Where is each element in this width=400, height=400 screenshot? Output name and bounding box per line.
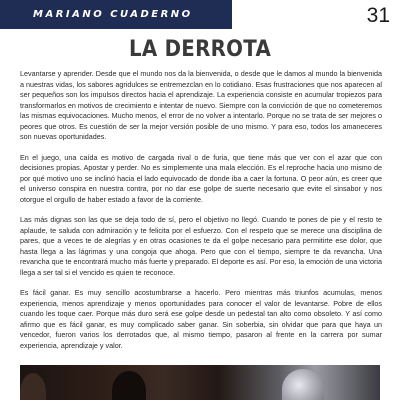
page-number: 31 [366, 4, 390, 27]
section-header-bar [0, 0, 232, 29]
photo-trophy [282, 369, 324, 400]
photo-figure-center [112, 371, 146, 400]
section-title: MARIANO CUADERNO [33, 9, 193, 20]
article-paragraph: Es fácil ganar. Es muy sencillo acostumbrarse a hacerlo. Pero mientras más triunfos acumulas, menos experiencia, menos aprendizaje y menos oportunidades para conocer el valor de levantarse. Pobre de ellos cuando les toque caer. Porque más duro será ese golpe desde un pedestal tan alto como obsoleto. Y así como afirmo que es fácil ganar, es muy complicado saber ganar. Sin soberbia, sin olvidar que para que haya un vencedor, fueron varios los derrotados que, al mismo tiempo, pasaron al frente en la carrera por sumar experiencia, aprendizaje y valor. [20, 288, 382, 350]
photo-figure-left [20, 373, 46, 400]
article-title: LA DERROTA [128, 37, 272, 62]
article-paragraph: En el juego, una caída es motivo de cargada rival o de furia, que tiene más que ver con el azar que con decisiones propias. Apostar y perder. No es simplemente una mala elección. Es el reproche hacia uno mismo de por qué motivo uno se inclinó hacia el lado equivocado de donde iba a caer la fortuna. O peor aún, es creer que el universo conspira en nuestra contra, por no dar ese golpe de suerte necesario que evite el sinsabor y nos otorgue el orgullo de haber estado a favor de la corriente. [20, 152, 382, 204]
article-paragraph: Levantarse y aprender. Desde que el mundo nos da la bienvenida, o desde que le damos al mundo la bienvenida a nuestras vidas, los sabores agridulces se entremezclan en lo cotidiano. Esas frustraciones que nos aparecen al ser pequeños son los impulsos directos hacia el aprendizaje. La experiencia consiste en acumular tropiezos para transformarlos en motivos de crecimiento e intentar de nuevo. Siempre con la convicción de que no cometeremos las mismas equivocaciones. Mucho menos, el error de no volver a intentarlo. Porque no se trata de ser mejores o peores que otros. Es cuestión de ser la mejor versión posible de uno mismo. Y para eso, todos los amaneceres son nuevas oportunidades. [20, 69, 382, 141]
article-photo [20, 365, 380, 400]
article-body [20, 69, 382, 361]
article-paragraph: Las más dignas son las que se deja todo de sí, pero el objetivo no llegó. Cuando te pones de pie y el resto te aplaude, te saluda con admiración y te felicita por el esfuerzo. Con el respeto que se merece una disciplina de pares, que a veces te de alegrías y en otras ocasiones te da el golpe necesario para permitirte ese dolor, que hasta llega a las lágrimas y una congoja que ahoga. Pero que con el tiempo, siempre te da revancha. Una revancha que te encontrará mucho más fuerte y preparado. El deporte es así. Por eso, la emoción de una victoria llega a ser tal si el vencido es quien te reconoce. [20, 215, 382, 277]
